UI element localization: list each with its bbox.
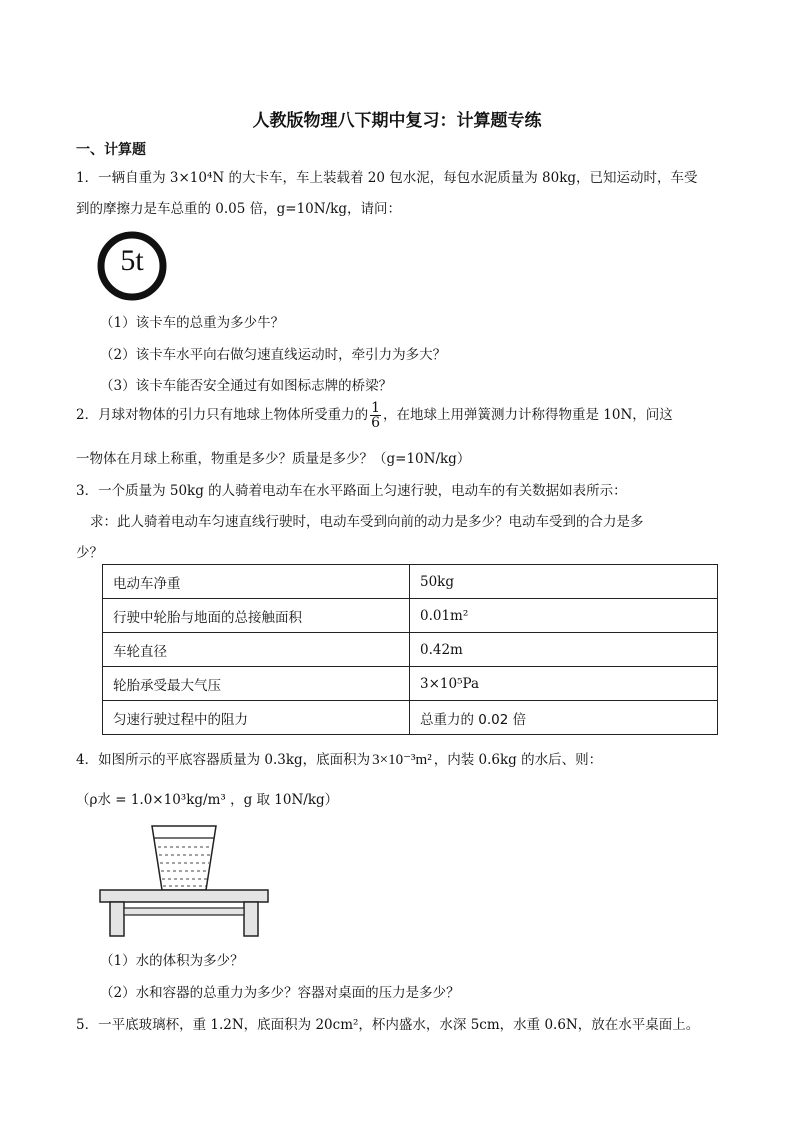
table-cell-value: 50kg: [410, 565, 718, 599]
table-row: [103, 599, 718, 633]
q4-sub2: （2）水和容器的总重力为多少？容器对桌面的压力是多少？: [100, 985, 460, 1001]
weight-limit-sign: [96, 230, 168, 302]
q1-line1: 1．一辆自重为 3×10⁴N 的大卡车，车上装载着 20 包水泥，每包水泥质量为 80kg，已知运动时，车受: [76, 170, 698, 186]
table-cell-label: 电动车净重: [103, 565, 410, 599]
q5-line1: 5．一平底玻璃杯，重 1.2N，底面积为 20cm²，杯内盛水，水深 5cm，水重 0.6N，放在水平桌面上。: [76, 1017, 700, 1033]
table-row: [103, 633, 718, 667]
table-cell-label: 轮胎承受最大气压: [103, 667, 410, 701]
one-sixth-fraction: [370, 401, 381, 430]
table-row: [103, 667, 718, 701]
q2-line1: [76, 401, 673, 430]
q4-line1: [76, 748, 602, 769]
table-row: [103, 701, 718, 735]
section-heading: 一、计算题: [76, 142, 146, 158]
q2-line2: 一物体在月球上称重，物重是多少？质量是多少？（g=10N/kg）: [76, 451, 471, 467]
q1-line2: 到的摩擦力是车总重的 0.05 倍，g=10N/kg，请问：: [76, 201, 401, 217]
q3-line3: 少？: [76, 545, 103, 561]
table-cell-label: 匀速行驶过程中的阻力: [103, 701, 410, 735]
page-title: 人教版物理八下期中复习：计算题专练: [252, 111, 542, 131]
q4-base-area: 3×10⁻³m²: [372, 752, 432, 768]
table-row: [103, 565, 718, 599]
q2-line1-b: ，在地球上用弹簧测力计称得物重是 10N，问这: [383, 407, 673, 423]
table-cell-label: 行驶中轮胎与地面的总接触面积: [103, 599, 410, 633]
q4-line1-b: ，内装 0.6kg 的水后、则：: [433, 752, 603, 768]
sign-label: 5t: [120, 244, 144, 277]
table-cell-value: 0.01m²: [410, 599, 718, 633]
q4-density: （ρ水 = 1.0×10³kg/m³ ，g 取 10N/kg）: [76, 792, 339, 808]
q3-line1: 3．一个质量为 50kg 的人骑着电动车在水平路面上匀速行驶，电动车的有关数据如表所示：: [76, 483, 627, 499]
q4-line1-a: 4．如图所示的平底容器质量为 0.3kg，底面积为: [76, 752, 371, 768]
fraction-denominator: 6: [371, 415, 381, 431]
q4-sub1: （1）水的体积为多少？: [100, 953, 244, 969]
container-on-table-figure: [98, 822, 270, 940]
q1-sub2: （2）该卡车水平向右做匀速直线运动时，牵引力为多大？: [100, 347, 447, 363]
table-cell-value: 0.42m: [410, 633, 718, 667]
table-cell-value: 总重力的 0.02 倍: [410, 701, 718, 735]
e-bike-data-table: [102, 564, 718, 735]
q3-line2: 求：此人骑着电动车匀速直线行驶时，电动车受到向前的动力是多少？电动车受到的合力是多: [90, 514, 644, 530]
table-cell-label: 车轮直径: [103, 633, 410, 667]
fraction-numerator: 1: [371, 400, 381, 416]
table-cell-value: 3×10⁵Pa: [410, 667, 718, 701]
container-on-table-icon: [98, 822, 270, 940]
q1-sub3: （3）该卡车能否安全通过有如图标志牌的桥梁？: [100, 378, 393, 394]
q1-sub1: （1）该卡车的总重为多少牛？: [100, 315, 285, 331]
q2-line1-a: 2．月球对物体的引力只有地球上物体所受重力的: [76, 407, 369, 423]
